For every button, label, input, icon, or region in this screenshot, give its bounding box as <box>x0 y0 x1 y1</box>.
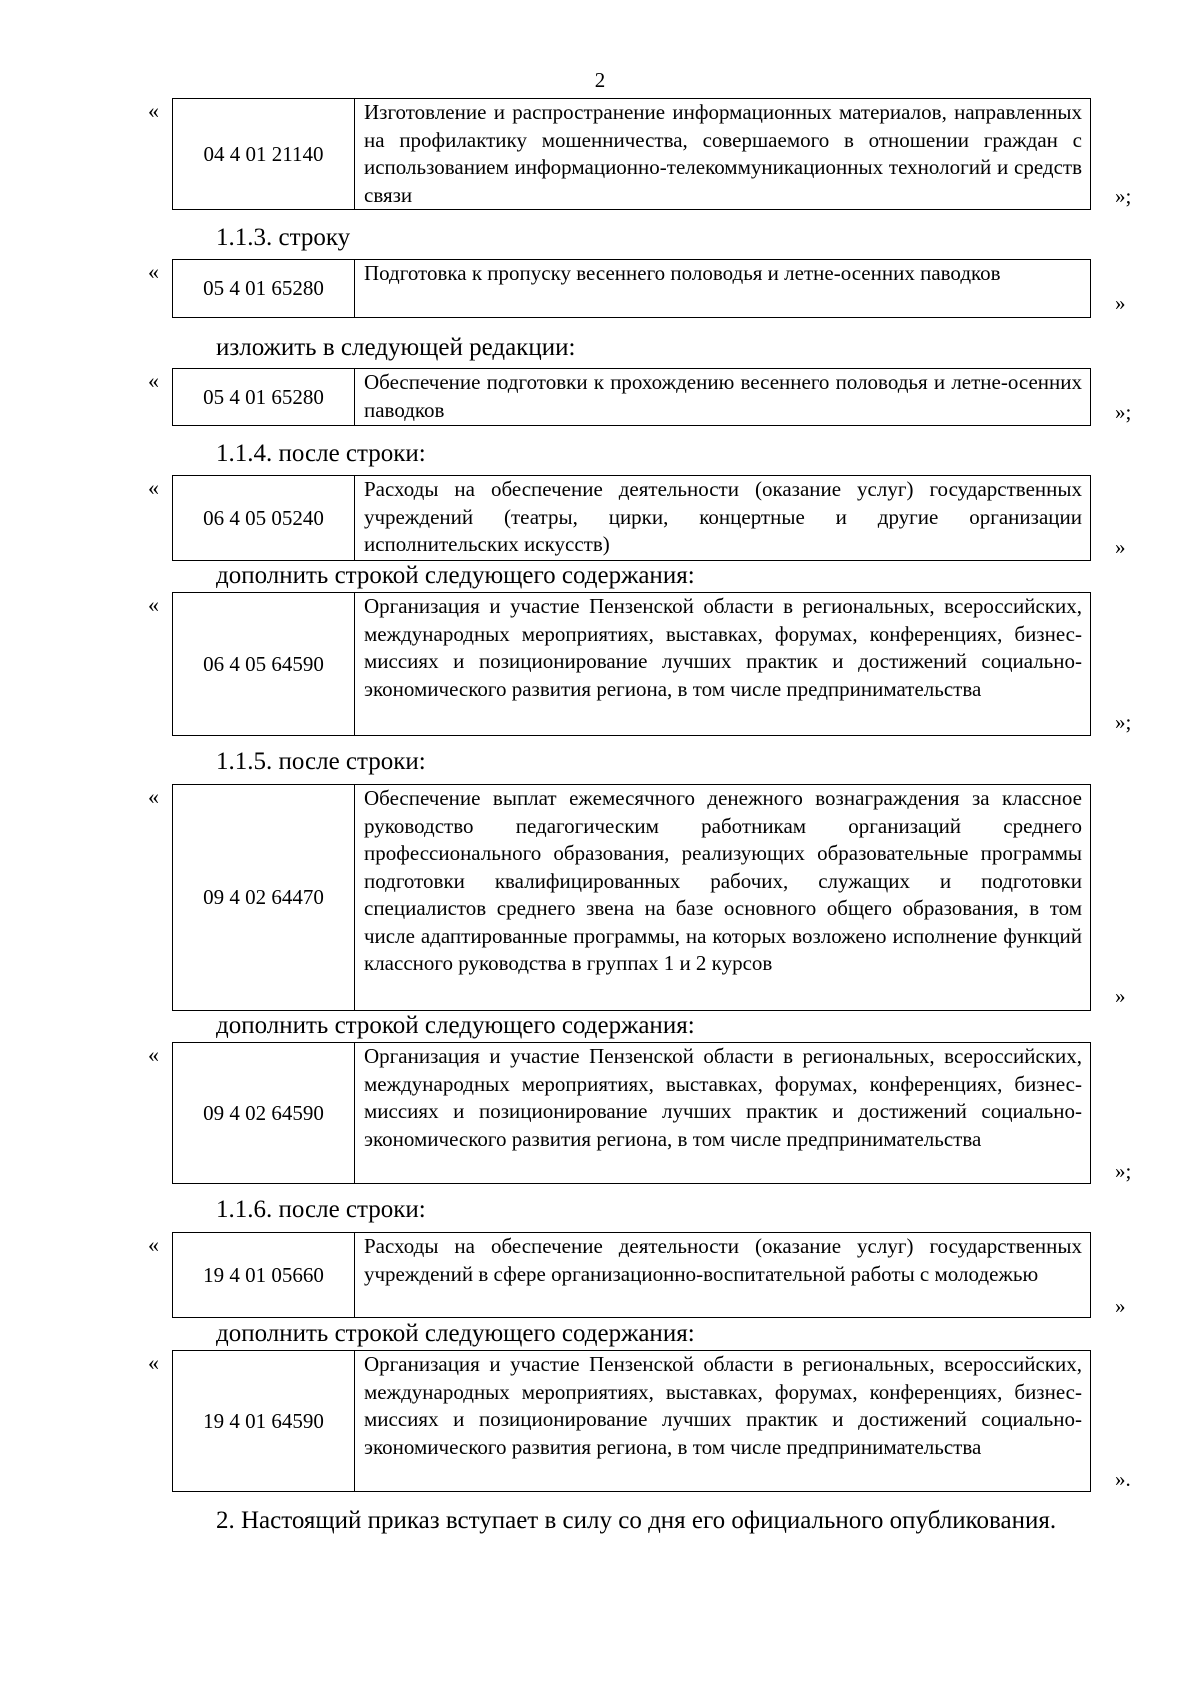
closing-quote: » <box>1115 291 1126 315</box>
row-code: 19 4 01 05660 <box>173 1233 355 1317</box>
row-text: Изготовление и распространение информационных материалов, направленных на профилактику мошенничества, совершаемого в отношении граждан с использованием информационно-телекоммуникационных технологий и средств связи <box>364 100 1082 207</box>
opening-quote: « <box>148 259 159 284</box>
section-heading: дополнить строкой следующего содержания: <box>216 562 695 589</box>
table-row <box>148 368 1140 426</box>
section-heading: 1.1.4. после строки: <box>216 440 426 467</box>
row-code: 09 4 02 64470 <box>173 785 355 1010</box>
row-code: 09 4 02 64590 <box>173 1043 355 1183</box>
closing-quote: » <box>1115 1294 1126 1318</box>
row-text: Организация и участие Пензенской области в региональных, всероссийских, международных мероприятиях, выставках, форумах, конференциях, бизнес-миссиях и позиционирование лучших практик и достижений социально-экономического развития региона, в том числе предпринимательства <box>364 1352 1082 1459</box>
page-number: 2 <box>594 68 606 92</box>
table-row <box>148 98 1140 210</box>
table-row <box>148 1350 1140 1492</box>
row-code: 04 4 01 21140 <box>173 99 355 209</box>
row-text: Обеспечение выплат ежемесячного денежного вознаграждения за классное руководство педагогическим работникам организаций среднего профессионального образования, реализующих образовательные программы подготовки квалифицированных рабочих, служащих и подготовки специалистов среднего звена на базе основного общего образования, в том числе адаптированные программы, на которых возложено исполнение функций классного руководства в группах 1 и 2 курсов <box>364 786 1082 975</box>
opening-quote: « <box>148 475 159 500</box>
row-code: 05 4 01 65280 <box>173 260 355 317</box>
opening-quote: « <box>148 1042 159 1067</box>
closing-quote: »; <box>1115 1159 1132 1183</box>
table-row <box>148 592 1140 736</box>
closing-quote: »; <box>1115 710 1132 734</box>
section-heading: дополнить строкой следующего содержания: <box>216 1320 695 1347</box>
row-code: 06 4 05 64590 <box>173 593 355 735</box>
row-text: Расходы на обеспечение деятельности (оказание услуг) государственных учреждений (театры, цирки, концертные и другие организации исполнительских искусств) <box>364 477 1082 556</box>
opening-quote: « <box>148 1232 159 1257</box>
opening-quote: « <box>148 368 159 393</box>
row-text: Обеспечение подготовки к прохождению весеннего половодья и летне-осенних паводков <box>364 370 1082 422</box>
section-heading: дополнить строкой следующего содержания: <box>216 1012 695 1039</box>
opening-quote: « <box>148 592 159 617</box>
row-text: Организация и участие Пензенской области в региональных, всероссийских, международных мероприятиях, выставках, форумах, конференциях, бизнес-миссиях и позиционирование лучших практик и достижений социально-экономического развития региона, в том числе предпринимательства <box>364 594 1082 701</box>
row-code: 06 4 05 05240 <box>173 476 355 560</box>
closing-quote: » <box>1115 984 1126 1008</box>
table-row <box>148 784 1140 1011</box>
opening-quote: « <box>148 98 159 123</box>
row-code: 05 4 01 65280 <box>173 369 355 425</box>
row-text: Подготовка к пропуску весеннего половодья и летне-осенних паводков <box>364 261 1001 285</box>
closing-quote: »; <box>1115 400 1132 424</box>
row-code: 19 4 01 64590 <box>173 1351 355 1491</box>
opening-quote: « <box>148 784 159 809</box>
table-row <box>148 1232 1140 1318</box>
closing-quote: » <box>1115 535 1126 559</box>
section-heading: 1.1.3. строку <box>216 224 351 251</box>
section-heading: 1.1.5. после строки: <box>216 748 426 775</box>
table-row <box>148 475 1140 561</box>
section-heading: 1.1.6. после строки: <box>216 1196 426 1223</box>
section-heading: изложить в следующей редакции: <box>216 334 576 361</box>
closing-quote: »; <box>1115 184 1132 208</box>
row-text: Организация и участие Пензенской области в региональных, всероссийских, международных мероприятиях, выставках, форумах, конференциях, бизнес-миссиях и позиционирование лучших практик и достижений социально-экономического развития региона, в том числе предпринимательства <box>364 1044 1082 1151</box>
opening-quote: « <box>148 1350 159 1375</box>
table-row <box>148 1042 1140 1184</box>
final-paragraph: 2. Настоящий приказ вступает в силу со дня его официального опубликования. <box>216 1507 1057 1534</box>
row-text: Расходы на обеспечение деятельности (оказание услуг) государственных учреждений в сфере организационно-воспитательной работы с молодежью <box>364 1234 1082 1286</box>
table-row <box>148 259 1140 318</box>
closing-quote: ». <box>1115 1467 1131 1491</box>
